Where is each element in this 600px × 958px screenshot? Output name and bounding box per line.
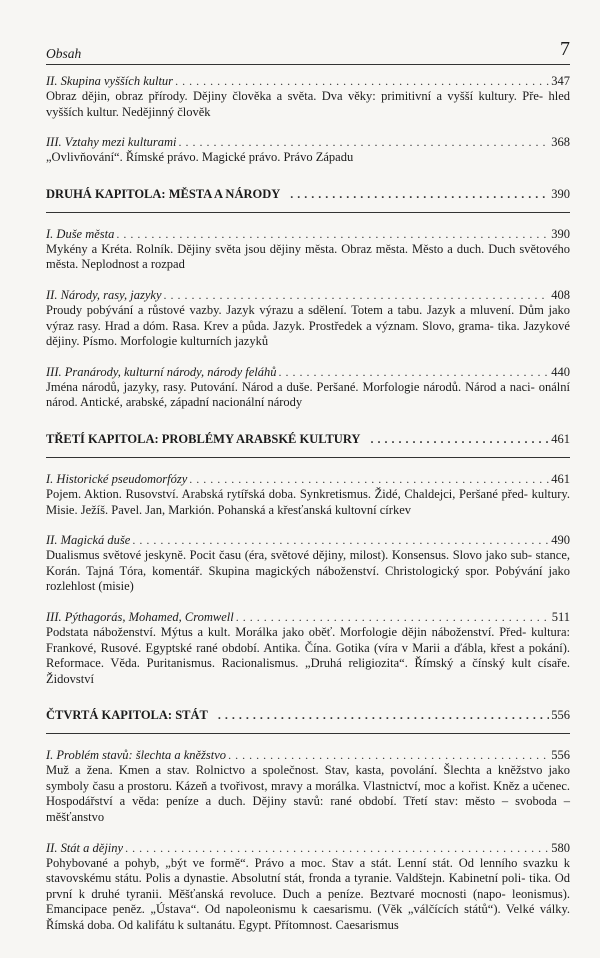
- toc-entry: [46, 610, 570, 687]
- chapter-section: [46, 702, 570, 933]
- toc-entry-description: [46, 303, 570, 350]
- leader-dots: [132, 533, 549, 548]
- running-title: Obsah: [46, 46, 82, 61]
- leader-dots: [218, 708, 549, 723]
- toc-page-number: 556: [551, 748, 570, 763]
- leader-dots: [189, 472, 549, 487]
- chapter-title: ČTVRTÁ KAPITOLA: STÁT: [46, 708, 208, 723]
- toc-page-number: 368: [551, 135, 570, 150]
- description-line: leonismus). Emancipace peněz. „Ústava“. Od napoleonismu k caesarismu. (Věk „válčících: [46, 886, 570, 917]
- toc-entry-description: [46, 625, 570, 687]
- description-line: „Ovlivňování“. Římské právo. Magické právo. Právo Západu: [46, 150, 354, 165]
- toc-page-number: 490: [551, 533, 570, 548]
- toc-entry-title: I. Problém stavů: šlechta a kněžstvo: [46, 748, 227, 763]
- description-line: symboly času a prostoru. Kázeň a tvořivost, mravy a morálka. Vlastnictví, moc a kořist. Kněz: [46, 778, 520, 793]
- toc-entry: [46, 135, 570, 166]
- toc-page-number: 461: [551, 471, 570, 486]
- toc-entry-description: [46, 89, 570, 120]
- toc-page-number: 580: [551, 840, 570, 855]
- description-line: Mykény a Kréta. Rolník. Dějiny světa jsou dějiny města. Obraz města. Město a duch. Duch: [46, 241, 516, 256]
- leader-dots: [175, 74, 549, 89]
- chapter-section: [46, 426, 570, 687]
- description-line: stance, Korán. Tajná Tóra, komentář. Skupina magických náboženství. Christologický spor.: [46, 548, 570, 578]
- toc-page-number: 440: [551, 364, 570, 379]
- toc-entry-title: I. Historické pseudomorfózy: [46, 471, 188, 486]
- description-line: kultury. Misie. Ježíš. Pavel. Jan, Markión. Pohanská a křesťanská kultovní církev: [46, 486, 570, 517]
- description-line: jako výraz rasy. Hrad a dóm. Rasa. Krev a půda. Jazyk. Prostředek a význam. Slovo, grama-: [46, 302, 571, 333]
- description-line: tika. Od první k druhé tyranii. Měšťanská revoluce. Duch a peníze. Beztvaré mocnosti (napo-: [46, 871, 570, 901]
- description-line: Muž a žena. Kmen a stav. Rolnictvo a společnost. Stav, kasta, povolání. Šlechta a kněžstvo jako: [46, 763, 570, 778]
- chapter-page-number: 556: [551, 708, 570, 723]
- toc-entry: [46, 365, 570, 411]
- toc-entry-description: [46, 487, 570, 518]
- leader-dots: [164, 288, 550, 303]
- table-of-contents: [46, 74, 570, 949]
- chapter-title: DRUHÁ KAPITOLA: MĚSTA A NÁRODY: [46, 186, 281, 201]
- toc-page-number: 511: [551, 609, 570, 624]
- toc-entry-description: [46, 150, 570, 166]
- chapter-heading: [46, 702, 570, 734]
- toc-entry-description: [46, 242, 570, 273]
- description-line: k stavovskému státu. Polis a dynastie. Absolutní stát, fronda a tyranie. Valdštejn. Kabinetní poli-: [46, 855, 571, 886]
- leader-dots: [370, 432, 549, 447]
- toc-entry-title: II. Magická duše: [46, 533, 131, 548]
- description-line: Proudy pobývání a růstové vazby. Jazyk výrazu a sdělení. Totem a tabu. Jazyk a mluvení. Dům: [46, 302, 544, 317]
- description-line: onální národ. Antické, arabské, západní nacionální národy: [46, 379, 570, 410]
- page-number: 7: [560, 38, 570, 60]
- leader-dots: [290, 187, 549, 202]
- chapter-heading: [46, 181, 570, 213]
- description-line: a učenec. Hospodářství a věda: peníze a duch. Dějiny stavů: rané období. Třetí stav: město –: [46, 778, 570, 809]
- description-line: Jména národů, jazyky, rasy. Putování. Národ a duše. Peršané. Morfologie národů. Národ a naci-: [46, 379, 535, 394]
- leader-dots: [279, 365, 550, 380]
- toc-entry-title: II. Národy, rasy, jazyky: [46, 287, 162, 302]
- leader-dots: [228, 748, 549, 763]
- page-header: [46, 36, 570, 65]
- description-line: Pohybované a pohyb, „být ve formě“. Právo a moc. Stav a stát. Lenní stát. Od lenního svazku: [46, 855, 558, 870]
- toc-entry-title: III. Vztahy mezi kulturami: [46, 135, 177, 150]
- description-line: křest a pokání). Reformace. Věda. Puritanismus. Racionalismus. „Druhá religiozita“. Římský: [46, 640, 571, 671]
- chapter-page-number: 461: [551, 431, 570, 446]
- toc-entry-title: I. Duše města: [46, 226, 115, 241]
- toc-entry: [46, 288, 570, 350]
- chapter-page-number: 390: [551, 186, 570, 201]
- toc-entry-description: [46, 548, 570, 595]
- leader-dots: [236, 610, 550, 625]
- toc-entry-title: II. Stát a dějiny: [46, 840, 124, 855]
- chapter-title: TŘETÍ KAPITOLA: PROBLÉMY ARABSKÉ KULTURY: [46, 431, 361, 446]
- toc-entry: [46, 533, 570, 595]
- toc-page-number: 347: [551, 74, 570, 88]
- description-line: Podstata náboženství. Mýtus a kult. Morálka jako oběť. Morfologie dějin náboženství. Před-: [46, 624, 527, 639]
- description-line: a čínský kult císaře. Židovství: [46, 656, 571, 686]
- description-line: hled vyšších kultur. Nedějinný člověk: [46, 89, 570, 119]
- description-line: svoboda – měšťanstvo: [46, 794, 570, 825]
- toc-entry-title: II. Skupina vyšších kultur: [46, 74, 174, 88]
- leader-dots: [179, 135, 550, 150]
- description-line: světového města. Neplodnost a rozpad: [46, 241, 571, 272]
- toc-entry: [46, 227, 570, 273]
- description-line: států“). Velké války. Římská doba. Od kalifátu k sultanátu. Egypt. Přítomnost. Caesarismus: [46, 902, 571, 933]
- toc-entry: [46, 74, 570, 120]
- description-line: Obraz dějin, obraz přírody. Dějiny člověka a světa. Dva věky: primitivní a vyšší kultury. Pře-: [46, 89, 544, 103]
- leader-dots: [116, 227, 549, 242]
- description-line: tika. Jazykové dějiny. Písmo. Morfologie kulturních jazyků: [46, 318, 570, 349]
- description-line: Pobývání jako rozlehlost (misie): [46, 563, 571, 594]
- toc-entry: [46, 472, 570, 518]
- toc-entry-description: [46, 763, 570, 825]
- description-line: Dualismus světové jeskyně. Pocit času (éra, světové dějiny, milost). Konsensus. Slovo jako sub-: [46, 548, 533, 563]
- toc-entry: [46, 841, 570, 934]
- toc-entry-description: [46, 380, 570, 411]
- toc-entry-title: III. Pranárody, kulturní národy, národy feláhů: [46, 364, 277, 379]
- description-line: kultura: Frankové, Rusové. Egyptské rané období. Antika. Čína. Gotika (víra v Marii a ďábla,: [46, 624, 570, 655]
- toc-page-number: 390: [551, 226, 570, 241]
- leader-dots: [125, 841, 549, 856]
- chapter-section: [46, 181, 570, 411]
- chapter-heading: [46, 426, 570, 458]
- description-line: Pojem. Aktion. Rusovství. Arabská rytířská doba. Synkretismus. Židé, Chaldejci, Peršané před-: [46, 486, 528, 501]
- toc-entry: [46, 748, 570, 825]
- toc-entry-description: [46, 856, 570, 934]
- toc-page-number: 408: [551, 287, 570, 302]
- toc-entry-title: III. Pýthagorás, Mohamed, Cromwell: [46, 609, 234, 624]
